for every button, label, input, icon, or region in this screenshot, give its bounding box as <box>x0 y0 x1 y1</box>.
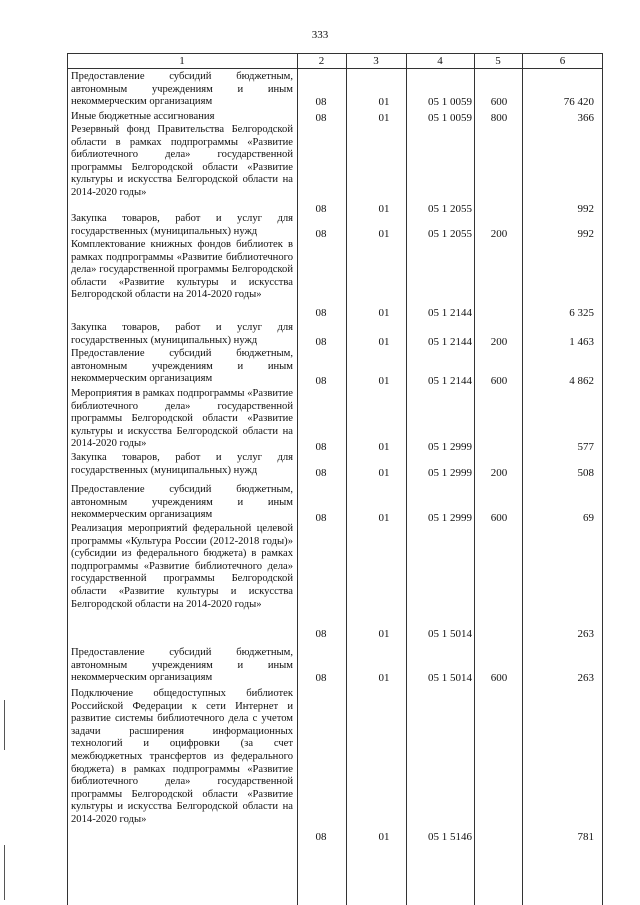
header-col-5: 5 <box>495 55 501 67</box>
row-subsection: 01 <box>378 96 390 108</box>
row-section: 08 <box>315 628 327 640</box>
row-subsection: 01 <box>378 467 390 479</box>
column-divider <box>406 53 407 905</box>
row-target-code: 05 1 2144 <box>428 375 472 387</box>
row-section: 08 <box>315 112 327 124</box>
row-description: Предоставление субсидий бюджетным, автономным учреждениям и иным некоммерческим организациям <box>71 647 293 684</box>
row-target-code: 05 1 0059 <box>428 112 472 124</box>
column-divider <box>522 53 523 905</box>
header-col-4: 4 <box>437 55 443 67</box>
row-amount: 1 463 <box>569 336 594 348</box>
row-section: 08 <box>315 228 327 240</box>
row-description: Закупка товаров, работ и услуг для государственных (муниципальных) нужд <box>71 322 293 346</box>
row-description: Мероприятия в рамках подпрограммы «Развитие библиотечного дела» государственной программы Белгородской области «Развитие культуры и искусства Белгородской области на 2014-2020 годы» <box>71 388 293 450</box>
page-number: 333 <box>311 29 329 41</box>
row-section: 08 <box>315 336 327 348</box>
row-amount: 577 <box>577 441 594 453</box>
row-section: 08 <box>315 375 327 387</box>
header-col-2: 2 <box>318 55 325 67</box>
row-section: 08 <box>315 672 327 684</box>
row-subsection: 01 <box>378 831 390 843</box>
row-section: 08 <box>315 203 327 215</box>
column-divider <box>474 53 475 905</box>
row-section: 08 <box>315 512 327 524</box>
column-divider <box>346 53 347 905</box>
row-description: Иные бюджетные ассигнования <box>71 111 215 122</box>
row-expense-type: 200 <box>490 467 508 479</box>
row-amount: 366 <box>577 112 594 124</box>
row-subsection: 01 <box>378 307 390 319</box>
row-section: 08 <box>315 831 327 843</box>
scan-edge-mark <box>4 700 5 750</box>
row-subsection: 01 <box>378 375 390 387</box>
row-amount: 508 <box>577 467 594 479</box>
row-expense-type: 600 <box>490 512 508 524</box>
row-target-code: 05 1 2999 <box>428 441 472 453</box>
row-section: 08 <box>315 96 327 108</box>
row-target-code: 05 1 2999 <box>428 512 472 524</box>
row-subsection: 01 <box>378 441 390 453</box>
row-target-code: 05 1 2144 <box>428 336 472 348</box>
row-target-code: 05 1 2999 <box>428 467 472 479</box>
scan-edge-mark <box>4 845 5 900</box>
row-description: Реализация мероприятий федеральной целевой программы «Культура России (2012-2018 годы)» (субсидии из федерального бюджета) в рамках подпрограммы «Развитие библиотечного дела» государственной программы Белгородской области «Развитие культуры и искусства Белгородской области на 2014-2020 годы» <box>71 523 293 610</box>
row-amount: 4 862 <box>569 375 594 387</box>
row-subsection: 01 <box>378 512 390 524</box>
header-divider <box>67 68 603 69</box>
row-expense-type: 600 <box>490 375 508 387</box>
row-target-code: 05 1 2144 <box>428 307 472 319</box>
row-expense-type: 200 <box>490 336 508 348</box>
row-expense-type: 200 <box>490 228 508 240</box>
row-amount: 263 <box>577 628 594 640</box>
row-subsection: 01 <box>378 203 390 215</box>
header-col-3: 3 <box>373 55 379 67</box>
row-expense-type: 600 <box>490 672 508 684</box>
row-subsection: 01 <box>378 228 390 240</box>
row-description: Предоставление субсидий бюджетным, автономным учреждениям и иным некоммерческим организациям <box>71 71 293 108</box>
row-subsection: 01 <box>378 336 390 348</box>
row-expense-type: 800 <box>490 112 508 124</box>
row-target-code: 05 1 2055 <box>428 228 472 240</box>
row-section: 08 <box>315 467 327 479</box>
row-description: Предоставление субсидий бюджетным, автономным учреждениям и иным некоммерческим организациям <box>71 484 293 521</box>
row-amount: 76 420 <box>563 96 594 108</box>
row-target-code: 05 1 5146 <box>428 831 472 843</box>
row-target-code: 05 1 5014 <box>428 672 472 684</box>
row-target-code: 05 1 0059 <box>428 96 472 108</box>
row-subsection: 01 <box>378 112 390 124</box>
header-col-6: 6 <box>559 55 566 67</box>
row-expense-type: 600 <box>490 96 508 108</box>
row-target-code: 05 1 5014 <box>428 628 472 640</box>
row-amount: 69 <box>583 512 594 524</box>
row-description: Закупка товаров, работ и услуг для государственных (муниципальных) нужд <box>71 452 293 476</box>
row-description: Резервный фонд Правительства Белгородской области в рамках подпрограммы «Развитие библиотечного дела» государственной программы Белгородской области «Развитие культуры и искусства Белгородской области на 2014-2020 годы» <box>71 124 293 198</box>
row-amount: 992 <box>577 228 594 240</box>
header-col-1: 1 <box>179 55 185 67</box>
column-divider <box>297 53 298 905</box>
row-target-code: 05 1 2055 <box>428 203 472 215</box>
row-subsection: 01 <box>378 628 390 640</box>
row-description: Комплектование книжных фондов библиотек в рамках подпрограммы «Развитие библиотечного дела» государственной программы Белгородской области «Развитие культуры и искусства Белгородской области на 2014-2020 годы» <box>71 239 293 301</box>
row-amount: 263 <box>577 672 594 684</box>
row-description: Предоставление субсидий бюджетным, автономным учреждениям и иным некоммерческим организациям <box>71 348 293 385</box>
row-subsection: 01 <box>378 672 390 684</box>
row-section: 08 <box>315 307 327 319</box>
row-description: Закупка товаров, работ и услуг для государственных (муниципальных) нужд <box>71 213 293 237</box>
row-section: 08 <box>315 441 327 453</box>
row-description: Подключение общедоступных библиотек Российской Федерации к сети Интернет и развитие системы библиотечного дела с учетом задачи расширения информационных технологий и оцифровки (за счет межбюджетных трансфертов из федерального бюджета) в рамках подпрограммы «Развитие библиотечного дела» государственной программы Белгородской области «Развитие культуры и искусства Белгородской области на 2014-2020 годы» <box>71 688 293 825</box>
row-amount: 6 325 <box>569 307 594 319</box>
row-amount: 781 <box>577 831 594 843</box>
row-amount: 992 <box>577 203 594 215</box>
